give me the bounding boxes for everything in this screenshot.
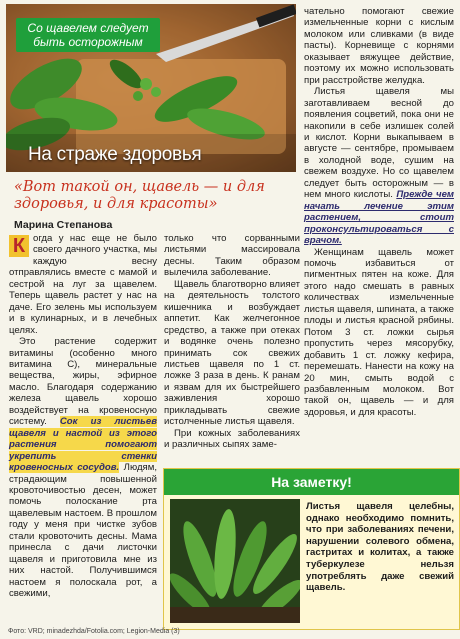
photo-credit: Фото: VRD; minadezhda/Fotolia.com; Legion-Media (3) [8, 628, 180, 635]
article-column-1 [9, 233, 157, 600]
paragraph: только что сорванными листьями массировала десны. Таким образом вылечила заболевание. [164, 233, 300, 279]
highlighted-text: Сок из листьев щавеля и настой из этого растения помогают укрепить стенки кровеносных сосудов. [9, 416, 157, 474]
note-title: На заметку! [164, 469, 459, 495]
author-byline: Марина Степанова [14, 219, 113, 231]
paragraph-text: Листья щавеля мы заготавливаем весной до появления соцветий, пока они не накопили в себе излишек солей и кислот. Корни выкапываем в августе — сентябре, промываем в холодной воде, сушим на свежем воздухе. Но со щавелем следует быть осторожным — в нем много кислоты. [304, 86, 454, 201]
article-column-3 [304, 6, 454, 418]
paragraph-text: огда у нас еще не было своего дачного участка, мы каждую весну отправлялись вместе с мамой и сестрой на луг за щавелем. Теперь щавель растет у нас на даче. Его зелень мы используем и в кулинарных, и в лечебных целях. [9, 233, 157, 336]
hero-badge: Со щавелем следует быть осторожным [16, 18, 160, 52]
hero-photo [6, 4, 296, 172]
sorrel-plant-photo [170, 499, 300, 623]
sorrel-plant-illustration [170, 499, 300, 623]
highlighted-text: Прежде чем начать лечение этим растением, стоит проконсультироваться с врачом. [304, 189, 454, 247]
paragraph: При кожных заболеваниях и различных сыпях заме- [164, 427, 300, 451]
dropcap: К [9, 235, 29, 257]
paragraph: чательно помогают свежие измельченные корни с кислым молоком или сливками (в виде пасты). Корневище с корнями оказывает вяжущее действие, поэтому их можно использовать при расстройстве желудка. [304, 6, 454, 86]
paragraph [9, 336, 157, 599]
paragraph-text: Людям, страдающим повышенной кровоточивостью десен, может помочь полоскание рта щавелевым настоем. В прошлом году у меня при чистке зубов стали кровоточить десны. Мама принесла с дачи листочки щавеля и приготовила мне из них настой. Получившимся настоем я полоскала рот, а свежими, [9, 462, 158, 600]
paragraph: Женщинам щавель может помочь избавиться от пигментных пятен на коже. Для этого надо смешать в равных количествах измельченные листья щавеля, шпината, а также плоды и листья красной рябины. Потом 3 ст. ложки сырья пропустить через мясорубку, добавить 1 ст. ложку кефира, перемешать. Нанести на кожу на 20 мин, смыть водой с разбавленным молоком. Вот такой он, щавель — и для здоровья, и для красоты. [304, 246, 454, 418]
paragraph: Щавель благотворно влияет на деятельность толстого кишечника и возбуждает аппетит. Как желчегонное средство, а также при отеках и водянке очень полезно принимать сок свежих листьев щавеля по 1 ст. ложке 3 раза в день. К ранам и язвам для их быстрейшего заживления хорошо прикладывать свежие истолченные листья щавеля. [164, 278, 300, 428]
article-column-2 [164, 233, 300, 451]
hero-title: На страже здоровья [28, 144, 202, 165]
article-headline: «Вот такой он, щавель — и для здоровья, и для красоты» [14, 179, 265, 212]
paragraph-text: Это растение содержит витамины (особенно много витамина С), минеральные вещества, жиры, эфирное масло. Благодаря содержанию железа щавель хорошо воздействует на кровеносную систему. [9, 336, 157, 428]
note-text: Листья щавеля целебны, однако необходимо помнить, что при заболеваниях печени, нарушении солевого обмена, гастритах и колитах, а также туберкулезе нельзя употреблять даже свежий щавель. [306, 501, 454, 594]
note-box [163, 468, 460, 630]
paragraph [9, 233, 157, 336]
paragraph [304, 86, 454, 246]
